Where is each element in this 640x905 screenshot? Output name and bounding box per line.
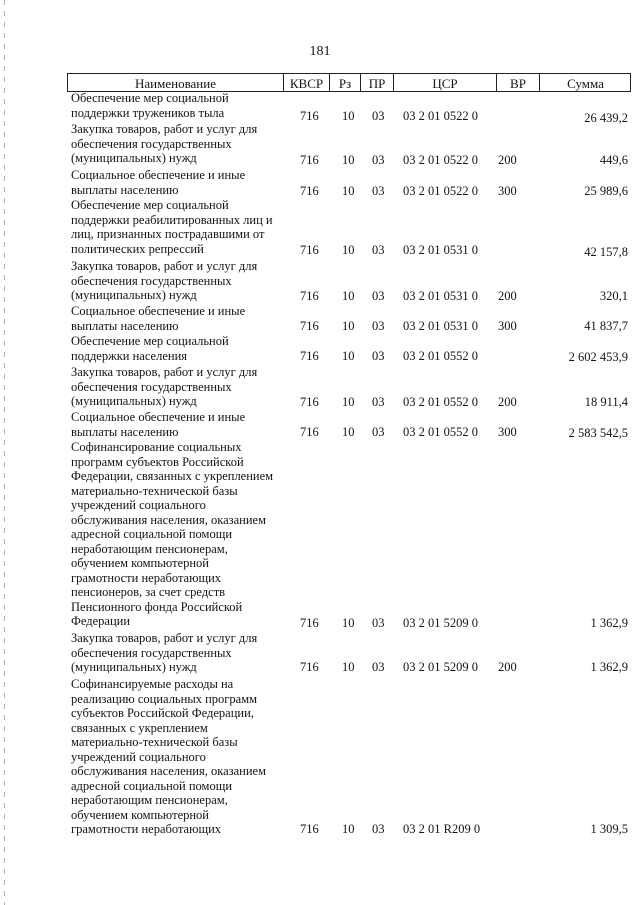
row-csr: 03 2 01 0522 0 [403, 184, 478, 198]
row-vr: 300 [498, 184, 517, 198]
row-name: Социальное обеспечение и иные выплаты населению [71, 410, 246, 439]
row-sum: 449,6 [599, 153, 628, 167]
row-sum: 320,1 [599, 289, 628, 303]
row-rz: 10 [342, 184, 355, 198]
row-csr: 03 2 01 0522 0 [403, 109, 478, 123]
row-rz: 10 [342, 319, 355, 333]
row-kvsr: 716 [300, 660, 319, 674]
row-csr: 03 2 01 R209 0 [403, 822, 481, 836]
row-pr: 03 [372, 349, 385, 363]
table-row [0, 365, 640, 410]
row-csr: 03 2 01 0531 0 [403, 243, 478, 257]
row-kvsr: 716 [300, 109, 319, 123]
row-csr: 03 2 01 0531 0 [403, 289, 478, 303]
row-sum: 1 362,9 [590, 616, 628, 630]
table-row [0, 259, 640, 304]
row-kvsr: 716 [300, 289, 319, 303]
header-rz: Рз [329, 74, 360, 92]
row-rz: 10 [342, 349, 355, 363]
row-rz: 10 [342, 109, 355, 123]
table-header [67, 73, 631, 92]
row-sum: 18 911,4 [584, 395, 628, 409]
row-pr: 03 [372, 616, 385, 630]
row-kvsr: 716 [300, 349, 319, 363]
row-rz: 10 [342, 660, 355, 674]
row-pr: 03 [372, 109, 385, 123]
row-name: Закупка товаров, работ и услуг для обеспечения государственных (муниципальных) нужд [71, 122, 258, 165]
row-sum: 41 837,7 [584, 319, 628, 333]
row-name: Закупка товаров, работ и услуг для обеспечения государственных (муниципальных) нужд [71, 259, 258, 302]
row-name: Социальное обеспечение и иные выплаты населению [71, 304, 246, 333]
row-sum: 26 439,2 [584, 111, 628, 125]
row-sum: 2 602 453,9 [568, 350, 628, 364]
row-vr: 200 [498, 660, 517, 674]
row-kvsr: 716 [300, 319, 319, 333]
table-row [0, 334, 640, 363]
row-kvsr: 716 [300, 822, 319, 836]
row-csr: 03 2 01 0522 0 [403, 153, 478, 167]
row-name: Обеспечение мер социальной поддержки тружеников тыла [71, 91, 229, 120]
row-rz: 10 [342, 243, 355, 257]
row-sum: 1 309,5 [590, 822, 628, 836]
row-name: Закупка товаров, работ и услуг для обеспечения государственных (муниципальных) нужд [71, 365, 258, 408]
row-vr: 300 [498, 425, 517, 439]
row-name: Обеспечение мер социальной поддержки населения [71, 334, 229, 363]
row-pr: 03 [372, 425, 385, 439]
row-name: Софинансирование социальных программ субъектов Российской Федерации, связанных с укреплением материально-технической базы учреждений социального обслуживания населения, оказанием адресной социальной помощи неработающим пенсионерам, обучением компьютерной грамотности неработающих пенсионеров, за счет средств Пенсионного фонда Российской Федерации [71, 440, 274, 628]
row-vr: 200 [498, 153, 517, 167]
row-kvsr: 716 [300, 616, 319, 630]
header-kvsr: КВСР [283, 74, 329, 92]
row-csr: 03 2 01 0531 0 [403, 319, 478, 333]
table-row [0, 122, 640, 167]
row-rz: 10 [342, 289, 355, 303]
header-csr: ЦСР [393, 74, 496, 92]
row-kvsr: 716 [300, 395, 319, 409]
row-vr: 200 [498, 395, 517, 409]
row-pr: 03 [372, 289, 385, 303]
table-row [0, 410, 640, 439]
row-rz: 10 [342, 822, 355, 836]
table-row [0, 631, 640, 676]
row-sum: 25 989,6 [584, 184, 628, 198]
row-name: Софинансируемые расходы на реализацию социальных программ субъектов Российской Федерации, связанных с укреплением материально-технической базы учреждений социального обслуживания населения, оказанием адресной социальной помощи неработающим пенсионерам, обучением компьютерной грамотности неработающих [71, 677, 267, 836]
row-name: Закупка товаров, работ и услуг для обеспечения государственных (муниципальных) нужд [71, 631, 258, 674]
row-csr: 03 2 01 0552 0 [403, 395, 478, 409]
table-row [0, 304, 640, 333]
row-pr: 03 [372, 822, 385, 836]
row-rz: 10 [342, 153, 355, 167]
row-sum: 2 583 542,5 [568, 426, 628, 440]
row-name: Социальное обеспечение и иные выплаты населению [71, 168, 246, 197]
row-pr: 03 [372, 319, 385, 333]
row-pr: 03 [372, 660, 385, 674]
row-pr: 03 [372, 243, 385, 257]
row-kvsr: 716 [300, 184, 319, 198]
table-row [0, 198, 640, 257]
row-rz: 10 [342, 425, 355, 439]
header-sum: Сумма [539, 74, 631, 92]
row-rz: 10 [342, 616, 355, 630]
row-csr: 03 2 01 5209 0 [403, 660, 478, 674]
row-sum: 42 157,8 [584, 245, 628, 259]
row-name: Обеспечение мер социальной поддержки реабилитированных лиц и лиц, признанных пострадавшими от политических репрессий [71, 198, 273, 256]
row-vr: 200 [498, 289, 517, 303]
row-kvsr: 716 [300, 153, 319, 167]
table-row [0, 168, 640, 197]
header-pr: ПР [360, 74, 393, 92]
header-vr: ВР [496, 74, 539, 92]
header-name: Наименование [67, 74, 283, 92]
row-kvsr: 716 [300, 243, 319, 257]
table-row [0, 677, 640, 837]
row-pr: 03 [372, 184, 385, 198]
row-rz: 10 [342, 395, 355, 409]
page-number: 181 [309, 44, 331, 59]
row-csr: 03 2 01 0552 0 [403, 349, 478, 363]
row-csr: 03 2 01 5209 0 [403, 616, 478, 630]
row-vr: 300 [498, 319, 517, 333]
table-row [0, 440, 640, 629]
row-pr: 03 [372, 153, 385, 167]
row-kvsr: 716 [300, 425, 319, 439]
table-row [0, 91, 640, 125]
row-csr: 03 2 01 0552 0 [403, 425, 478, 439]
row-pr: 03 [372, 395, 385, 409]
row-sum: 1 362,9 [590, 660, 628, 674]
